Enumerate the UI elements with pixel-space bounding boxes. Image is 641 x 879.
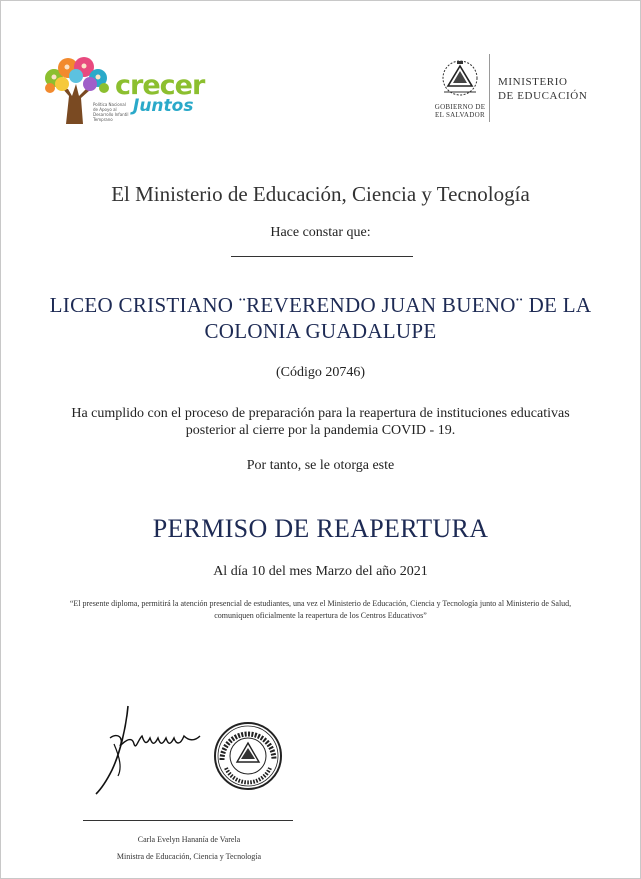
- government-label-line2: EL SALVADOR: [435, 111, 485, 119]
- ministry-label-line2: DE EDUCACIÓN: [498, 90, 588, 102]
- crecer-juntos-logo: [40, 56, 210, 126]
- permit-title: PERMISO DE REAPERTURA: [152, 514, 489, 543]
- certifies-text: Hace constar que:: [270, 225, 371, 240]
- logo-title: crecer: [115, 70, 205, 101]
- logo-subtitle: Juntos: [133, 96, 194, 116]
- issuer-title: El Ministerio de Educación, Ciencia y Tecnología: [111, 182, 530, 206]
- signer-block: [80, 831, 298, 865]
- coat-of-arms-icon: [432, 58, 488, 102]
- signer-title: Ministra de Educación, Ciencia y Tecnología: [116, 852, 262, 861]
- school-code: (Código 20746): [275, 365, 366, 380]
- government-logo: [432, 58, 602, 128]
- issue-date: Al día 10 del mes Marzo del año 2021: [213, 564, 428, 579]
- signature-line: [83, 820, 293, 821]
- certificate-statement: Ha cumplido con el proceso de preparación para la reapertura de instituciones educativas posterior al cierre por la pandemia COVID - 19.: [71, 406, 570, 438]
- government-label-line1: GOBIERNO DE: [434, 103, 486, 111]
- subtitle-underline: [231, 256, 413, 257]
- school-name: LICEO CRISTIANO ¨REVERENDO JUAN BUENO¨ DE LA COLONIA GUADALUPE: [49, 293, 592, 343]
- logo-divider: [489, 54, 490, 122]
- official-seal-icon: [212, 720, 284, 792]
- ministry-label-line1: MINISTERIO: [498, 76, 568, 88]
- government-label: [432, 103, 488, 119]
- handwritten-signature: [90, 698, 205, 798]
- therefore-text: Por tanto, se le otorga este: [246, 458, 395, 473]
- logo-tagline: Política Nacional de Apoyo al Desarrollo Infantil Temprano: [93, 102, 129, 122]
- signer-name: Carla Evelyn Hananía de Varela: [137, 835, 241, 844]
- ministry-label: [498, 75, 587, 103]
- diploma-note: “El presente diploma, permitirá la atención presencial de estudiantes, una vez el Ministerio de Educación, Ciencia y Tecnología junto al Ministerio de Salud, comuniquen oficialmente la reapertura de los Centros Educativos”: [69, 599, 572, 620]
